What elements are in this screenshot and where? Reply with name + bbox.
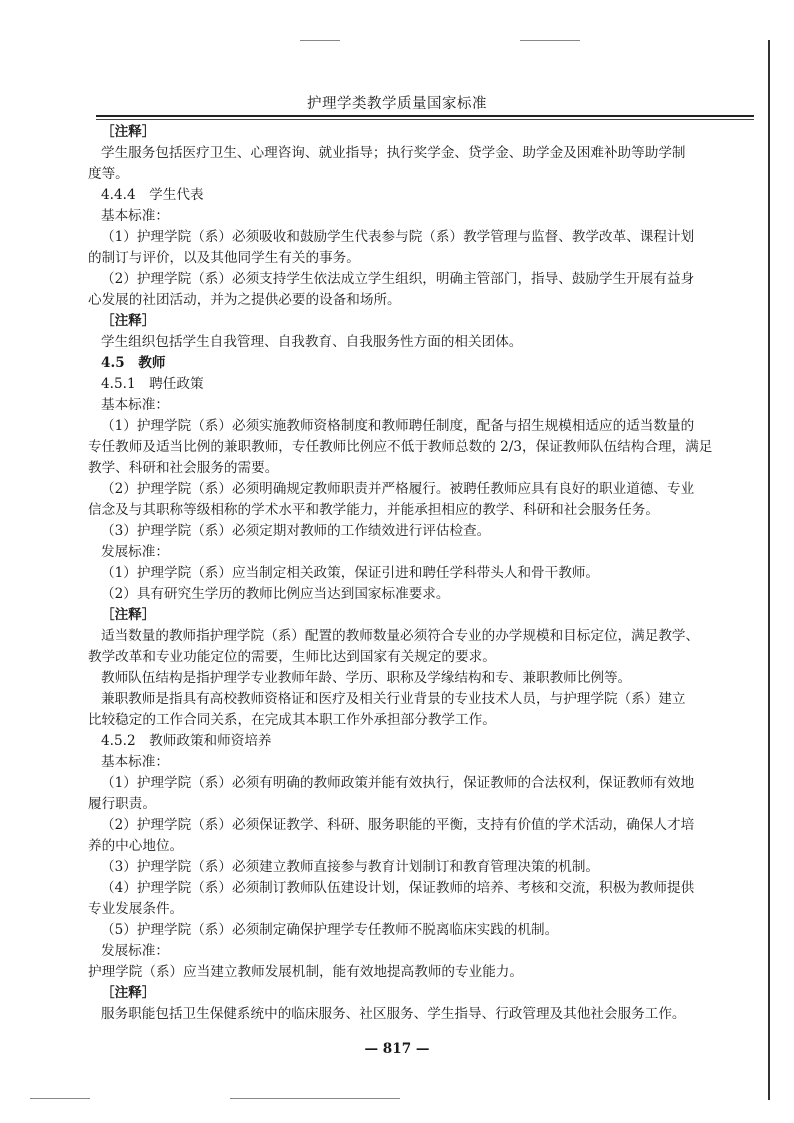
- text-line: （1）护理学院（系）必须有明确的教师政策并能有效执行，保证教师的合法权利，保证教师有效地: [101, 775, 695, 791]
- text-line: 心发展的社团活动，并为之提供必要的设备和场所。: [88, 292, 401, 308]
- text-line: 学生服务包括医疗卫生、心理咨询、就业指导；执行奖学金、贷学金、助学金及困难补助等助学制: [101, 145, 686, 161]
- text-line: 专任教师及适当比例的兼职教师，专任教师比例应不低于教师总数的 2/3，保证教师队伍结构合理，满足: [88, 439, 713, 455]
- text-line: ［注释］: [101, 607, 156, 623]
- scan-speck: [230, 1098, 400, 1099]
- text-line: 发展标准：: [101, 943, 169, 959]
- text-line: 适当数量的教师指护理学院（系）配置的教师数量必须符合专业的办学规模和目标定位，满足教学、: [101, 628, 700, 644]
- text-line: 专业发展条件。: [88, 901, 184, 917]
- text-line: （5）护理学院（系）必须制定确保护理学专任教师不脱离临床实践的机制。: [101, 922, 559, 938]
- running-header-title: 护理学类教学质量国家标准: [307, 96, 487, 112]
- text-line: 度等。: [88, 166, 129, 182]
- text-line: （2）护理学院（系）必须支持学生依法成立学生组织，明确主管部门，指导、鼓励学生开展有益身: [101, 271, 695, 287]
- text-line: 教学改革和专业功能定位的需要，生师比达到国家有关规定的要求。: [88, 649, 496, 665]
- text-line: 4.5.1 聘任政策: [101, 376, 204, 392]
- scan-speck: [300, 40, 340, 41]
- text-line: 的制订与评价，以及其他同学生有关的事务。: [88, 250, 360, 266]
- text-line: 信念及与其职称等级相称的学术水平和教学能力，并能承担相应的教学、科研和社会服务任务。: [88, 502, 659, 518]
- text-line: 4.5 教师: [101, 355, 166, 371]
- text-line: 基本标准：: [101, 208, 169, 224]
- text-line: ［注释］: [101, 985, 156, 1001]
- text-line: （1）护理学院（系）应当制定相关政策，保证引进和聘任学科带头人和骨干教师。: [101, 565, 600, 581]
- scan-speck: [30, 1098, 90, 1099]
- page-number: — 817 —: [364, 1041, 430, 1057]
- text-line: （2）护理学院（系）必须明确规定教师职责并严格履行。被聘任教师应具有良好的职业道德、专业: [101, 481, 695, 497]
- text-line: （3）护理学院（系）必须建立教师直接参与教育计划制订和教育管理决策的机制。: [101, 859, 600, 875]
- document-body: [88, 122, 723, 1025]
- text-line: 基本标准：: [101, 397, 169, 413]
- text-line: 兼职教师是指具有高校教师资格证和医疗及相关行业背景的专业技术人员，与护理学院（系）建立: [101, 691, 686, 707]
- text-line: 学生组织包括学生自我管理、自我教育、自我服务性方面的相关团体。: [101, 334, 523, 350]
- text-line: （3）护理学院（系）必须定期对教师的工作绩效进行评估检查。: [101, 523, 491, 539]
- text-line: 养的中心地位。: [88, 838, 184, 854]
- text-line: （2）护理学院（系）必须保证教学、科研、服务职能的平衡，支持有价值的学术活动，确保人才培: [101, 817, 695, 833]
- text-line: 比较稳定的工作合同关系，在完成其本职工作外承担部分教学工作。: [88, 712, 496, 728]
- text-line: （4）护理学院（系）必须制订教师队伍建设计划，保证教师的培养、考核和交流，积极为教师提供: [101, 880, 695, 896]
- text-line: ［注释］: [101, 124, 156, 140]
- text-line: 服务职能包括卫生保健系统中的临床服务、社区服务、学生指导、行政管理及其他社会服务工作。: [101, 1006, 686, 1022]
- text-line: 4.4.4 学生代表: [101, 187, 204, 203]
- page-edge-line: [768, 40, 770, 1100]
- text-line: 发展标准：: [101, 544, 169, 560]
- text-line: （1）护理学院（系）必须吸收和鼓励学生代表参与院（系）教学管理与监督、教学改革、课程计划: [101, 229, 695, 245]
- text-line: （2）具有研究生学历的教师比例应当达到国家标准要求。: [101, 586, 450, 602]
- text-line: 4.5.2 教师政策和师资培养: [101, 733, 272, 749]
- text-line: 履行职责。: [88, 796, 156, 812]
- header-rule-thin: [96, 119, 754, 120]
- text-line: 护理学院（系）应当建立教师发展机制，能有效地提高教师的专业能力。: [88, 964, 523, 980]
- scan-speck: [520, 40, 580, 41]
- text-line: 教师队伍结构是指护理学专业教师年龄、学历、职称及学缘结构和专、兼职教师比例等。: [101, 670, 632, 686]
- text-line: （1）护理学院（系）必须实施教师资格制度和教师聘任制度，配备与招生规模相适应的适当数量的: [101, 418, 695, 434]
- text-line: 教学、科研和社会服务的需要。: [88, 460, 279, 476]
- text-line: 基本标准：: [101, 754, 169, 770]
- text-line: ［注释］: [101, 313, 156, 329]
- header-rule: [96, 115, 754, 117]
